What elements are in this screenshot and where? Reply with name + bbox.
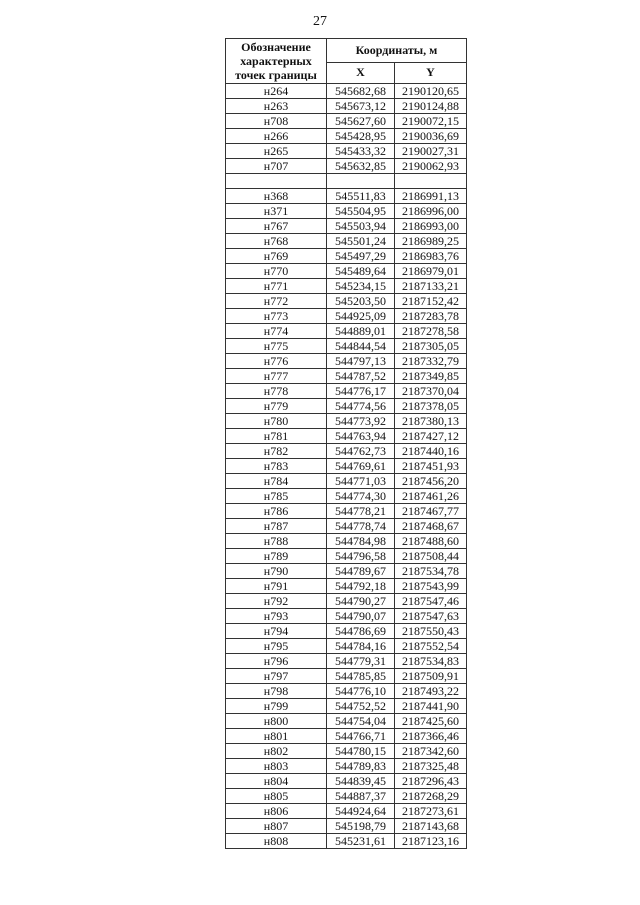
x-coordinate-cell: 545682,68 [327, 84, 395, 99]
x-column-header: X [327, 62, 395, 83]
point-id-cell: н368 [226, 189, 327, 204]
point-id-cell: н801 [226, 729, 327, 744]
table-row [226, 564, 467, 579]
y-coordinate-cell: 2190120,65 [395, 84, 467, 99]
y-coordinate-cell: 2187370,04 [395, 384, 467, 399]
table-row [226, 759, 467, 774]
x-coordinate-cell: 544844,54 [327, 339, 395, 354]
point-id-cell: н805 [226, 789, 327, 804]
y-coordinate-cell: 2190062,93 [395, 159, 467, 174]
table-row [226, 339, 467, 354]
table-row [226, 579, 467, 594]
point-id-cell: н794 [226, 624, 327, 639]
x-coordinate-cell: 544773,92 [327, 414, 395, 429]
y-coordinate-cell: 2187488,60 [395, 534, 467, 549]
y-coordinate-cell: 2187440,16 [395, 444, 467, 459]
table-row [226, 519, 467, 534]
table-row [226, 324, 467, 339]
table-row [226, 309, 467, 324]
table-body [226, 84, 467, 849]
x-coordinate-cell: 544778,21 [327, 504, 395, 519]
x-coordinate-cell: 544796,58 [327, 549, 395, 564]
table-row [226, 369, 467, 384]
point-id-cell: н789 [226, 549, 327, 564]
y-coordinate-cell: 2187349,85 [395, 369, 467, 384]
x-coordinate-cell: 544887,37 [327, 789, 395, 804]
y-coordinate-cell: 2187534,83 [395, 654, 467, 669]
table-row [226, 84, 467, 99]
x-coordinate-cell: 544784,98 [327, 534, 395, 549]
point-id-cell: н776 [226, 354, 327, 369]
y-coordinate-cell: 2187268,29 [395, 789, 467, 804]
x-coordinate-cell: 544778,74 [327, 519, 395, 534]
point-id-cell: н807 [226, 819, 327, 834]
point-id-cell: н777 [226, 369, 327, 384]
table-row [226, 624, 467, 639]
x-coordinate-cell: 545501,24 [327, 234, 395, 249]
coordinates-table [225, 38, 467, 849]
table-row [226, 294, 467, 309]
y-coordinate-cell: 2186979,01 [395, 264, 467, 279]
y-coordinate-cell: 2187133,21 [395, 279, 467, 294]
y-coordinate-cell: 2187543,99 [395, 579, 467, 594]
table-row [226, 189, 467, 204]
point-id-cell: н770 [226, 264, 327, 279]
point-id-cell: н800 [226, 714, 327, 729]
x-coordinate-cell: 544792,18 [327, 579, 395, 594]
y-coordinate-cell: 2187550,43 [395, 624, 467, 639]
table-row [226, 609, 467, 624]
y-coordinate-cell: 2190027,31 [395, 144, 467, 159]
table-row [226, 354, 467, 369]
y-coordinate-cell [395, 174, 467, 189]
y-coordinate-cell: 2187152,42 [395, 294, 467, 309]
y-coordinate-cell: 2187508,44 [395, 549, 467, 564]
point-id-cell: н795 [226, 639, 327, 654]
y-coordinate-cell: 2187378,05 [395, 399, 467, 414]
table-row [226, 279, 467, 294]
point-id-cell: н771 [226, 279, 327, 294]
point-id-cell: н792 [226, 594, 327, 609]
table-row [226, 834, 467, 849]
y-coordinate-cell: 2187380,13 [395, 414, 467, 429]
y-coordinate-cell: 2187305,05 [395, 339, 467, 354]
x-coordinate-cell: 544766,71 [327, 729, 395, 744]
table-row [226, 474, 467, 489]
point-id-cell: н767 [226, 219, 327, 234]
y-coordinate-cell: 2186996,00 [395, 204, 467, 219]
y-coordinate-cell: 2190036,69 [395, 129, 467, 144]
point-id-cell: н808 [226, 834, 327, 849]
y-coordinate-cell: 2187534,78 [395, 564, 467, 579]
point-id-cell: н785 [226, 489, 327, 504]
x-coordinate-cell: 544774,56 [327, 399, 395, 414]
x-coordinate-cell [327, 174, 395, 189]
x-coordinate-cell: 544754,04 [327, 714, 395, 729]
x-coordinate-cell: 544787,52 [327, 369, 395, 384]
y-coordinate-cell: 2187296,43 [395, 774, 467, 789]
y-coordinate-cell: 2187325,48 [395, 759, 467, 774]
y-coordinate-cell: 2187143,68 [395, 819, 467, 834]
table-row [226, 204, 467, 219]
x-coordinate-cell: 544925,09 [327, 309, 395, 324]
point-id-cell: н774 [226, 324, 327, 339]
x-coordinate-cell: 544752,52 [327, 699, 395, 714]
point-id-cell: н797 [226, 669, 327, 684]
x-coordinate-cell: 544789,83 [327, 759, 395, 774]
table-row [226, 429, 467, 444]
table-row [226, 729, 467, 744]
table-row [226, 444, 467, 459]
y-coordinate-cell: 2187278,58 [395, 324, 467, 339]
y-coordinate-cell: 2187427,12 [395, 429, 467, 444]
x-coordinate-cell: 544776,17 [327, 384, 395, 399]
point-id-cell: н264 [226, 84, 327, 99]
x-coordinate-cell: 544839,45 [327, 774, 395, 789]
table-row [226, 249, 467, 264]
point-id-cell: н787 [226, 519, 327, 534]
point-id-cell: н806 [226, 804, 327, 819]
x-coordinate-cell: 544779,31 [327, 654, 395, 669]
y-coordinate-cell: 2187467,77 [395, 504, 467, 519]
y-coordinate-cell: 2187547,63 [395, 609, 467, 624]
table-row [226, 699, 467, 714]
x-coordinate-cell: 544784,16 [327, 639, 395, 654]
x-coordinate-cell: 545198,79 [327, 819, 395, 834]
table-row [226, 114, 467, 129]
table-row [226, 174, 467, 189]
x-coordinate-cell: 545673,12 [327, 99, 395, 114]
x-coordinate-cell: 545234,15 [327, 279, 395, 294]
point-id-cell: н263 [226, 99, 327, 114]
point-id-cell: н803 [226, 759, 327, 774]
point-id-cell: н782 [226, 444, 327, 459]
table-row [226, 669, 467, 684]
x-coordinate-cell: 545428,95 [327, 129, 395, 144]
y-coordinate-cell: 2187123,16 [395, 834, 467, 849]
y-coordinate-cell: 2186983,76 [395, 249, 467, 264]
table-row [226, 219, 467, 234]
point-id-cell: н781 [226, 429, 327, 444]
x-coordinate-cell: 545203,50 [327, 294, 395, 309]
y-coordinate-cell: 2187332,79 [395, 354, 467, 369]
table-row [226, 534, 467, 549]
x-coordinate-cell: 544797,13 [327, 354, 395, 369]
point-id-cell: н371 [226, 204, 327, 219]
x-coordinate-cell: 545489,64 [327, 264, 395, 279]
point-id-cell: н796 [226, 654, 327, 669]
x-coordinate-cell: 544769,61 [327, 459, 395, 474]
y-coordinate-cell: 2187451,93 [395, 459, 467, 474]
table-row [226, 504, 467, 519]
y-coordinate-cell: 2187283,78 [395, 309, 467, 324]
y-coordinate-cell: 2187509,91 [395, 669, 467, 684]
table-row [226, 819, 467, 834]
table-row [226, 384, 467, 399]
point-id-cell: н802 [226, 744, 327, 759]
point-id-cell: н786 [226, 504, 327, 519]
point-id-cell: н790 [226, 564, 327, 579]
y-coordinate-cell: 2187366,46 [395, 729, 467, 744]
point-id-cell: н788 [226, 534, 327, 549]
y-coordinate-cell: 2186991,13 [395, 189, 467, 204]
x-coordinate-cell: 545497,29 [327, 249, 395, 264]
x-coordinate-cell: 544763,94 [327, 429, 395, 444]
y-coordinate-cell: 2187493,22 [395, 684, 467, 699]
y-column-header: Y [395, 62, 467, 83]
y-coordinate-cell: 2187425,60 [395, 714, 467, 729]
point-id-cell: н779 [226, 399, 327, 414]
table-row [226, 459, 467, 474]
x-coordinate-cell: 545511,83 [327, 189, 395, 204]
x-coordinate-cell: 544780,15 [327, 744, 395, 759]
table-row [226, 489, 467, 504]
y-coordinate-cell: 2187468,67 [395, 519, 467, 534]
table-row [226, 144, 467, 159]
x-coordinate-cell: 544889,01 [327, 324, 395, 339]
point-id-cell: н804 [226, 774, 327, 789]
x-coordinate-cell: 544789,67 [327, 564, 395, 579]
table-row [226, 639, 467, 654]
x-coordinate-cell: 544786,69 [327, 624, 395, 639]
table-row [226, 774, 467, 789]
table-row [226, 549, 467, 564]
point-id-cell: н773 [226, 309, 327, 324]
x-coordinate-cell: 544762,73 [327, 444, 395, 459]
table-row [226, 744, 467, 759]
y-coordinate-cell: 2187441,90 [395, 699, 467, 714]
table-row [226, 714, 467, 729]
table-row [226, 594, 467, 609]
table-row [226, 264, 467, 279]
y-coordinate-cell: 2187552,54 [395, 639, 467, 654]
point-id-cell: н798 [226, 684, 327, 699]
point-id-cell: н784 [226, 474, 327, 489]
point-id-cell [226, 174, 327, 189]
point-id-cell: н778 [226, 384, 327, 399]
point-id-cell: н783 [226, 459, 327, 474]
table-row [226, 234, 467, 249]
point-id-cell: н769 [226, 249, 327, 264]
point-id-cell: н772 [226, 294, 327, 309]
table-row [226, 129, 467, 144]
table-row [226, 789, 467, 804]
x-coordinate-cell: 545627,60 [327, 114, 395, 129]
x-coordinate-cell: 544790,07 [327, 609, 395, 624]
y-coordinate-cell: 2187342,60 [395, 744, 467, 759]
table-row [226, 399, 467, 414]
x-coordinate-cell: 545632,85 [327, 159, 395, 174]
point-id-cell: н707 [226, 159, 327, 174]
table-row [226, 99, 467, 114]
page-number: 27 [313, 14, 327, 29]
y-coordinate-cell: 2186993,00 [395, 219, 467, 234]
table-row [226, 804, 467, 819]
x-coordinate-cell: 544790,27 [327, 594, 395, 609]
coordinates-header: Координаты, м [327, 39, 467, 63]
x-coordinate-cell: 545433,32 [327, 144, 395, 159]
point-id-cell: н768 [226, 234, 327, 249]
point-id-cell: н775 [226, 339, 327, 354]
x-coordinate-cell: 545231,61 [327, 834, 395, 849]
y-coordinate-cell: 2187456,20 [395, 474, 467, 489]
point-id-cell: н780 [226, 414, 327, 429]
x-coordinate-cell: 544924,64 [327, 804, 395, 819]
x-coordinate-cell: 545503,94 [327, 219, 395, 234]
y-coordinate-cell: 2187461,26 [395, 489, 467, 504]
x-coordinate-cell: 545504,95 [327, 204, 395, 219]
x-coordinate-cell: 544785,85 [327, 669, 395, 684]
y-coordinate-cell: 2187273,61 [395, 804, 467, 819]
point-id-cell: н791 [226, 579, 327, 594]
y-coordinate-cell: 2190124,88 [395, 99, 467, 114]
table-header [226, 39, 467, 84]
x-coordinate-cell: 544771,03 [327, 474, 395, 489]
table-row [226, 159, 467, 174]
point-id-cell: н266 [226, 129, 327, 144]
y-coordinate-cell: 2187547,46 [395, 594, 467, 609]
point-designation-header: Обозначение характерных точек границы [226, 39, 327, 84]
point-id-cell: н708 [226, 114, 327, 129]
x-coordinate-cell: 544776,10 [327, 684, 395, 699]
y-coordinate-cell: 2190072,15 [395, 114, 467, 129]
table-row [226, 414, 467, 429]
point-id-cell: н793 [226, 609, 327, 624]
y-coordinate-cell: 2186989,25 [395, 234, 467, 249]
table-row [226, 654, 467, 669]
x-coordinate-cell: 544774,30 [327, 489, 395, 504]
point-id-cell: н799 [226, 699, 327, 714]
point-id-cell: н265 [226, 144, 327, 159]
table-row [226, 684, 467, 699]
